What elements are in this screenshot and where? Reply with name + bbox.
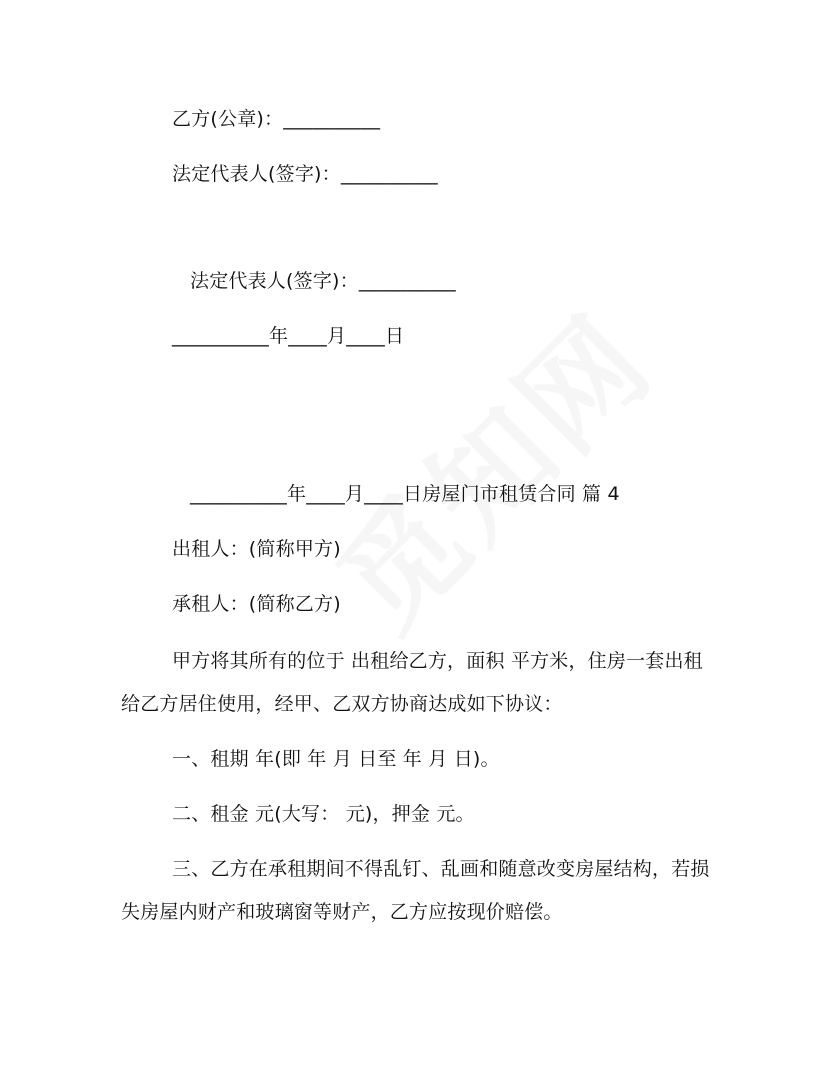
date-line: __________年____月____日 (172, 325, 405, 347)
legal-representative-line: 法定代表人(签字)：__________ (172, 163, 438, 185)
clause-3-line-1: 三、乙方在承租期间不得乱钉、乱画和随意改变房屋结构，若损 (172, 858, 710, 880)
party-b-seal-line: 乙方(公章)：__________ (172, 108, 381, 130)
intro-paragraph-line-2: 给乙方居住使用，经甲、乙双方协商达成如下协议： (121, 693, 563, 715)
clause-3-line-2: 失房屋内财产和玻璃窗等财产，乙方应按现价赔偿。 (121, 901, 563, 923)
contract-title: __________年____月____日房屋门市租赁合同 篇 4 (190, 483, 620, 505)
legal-representative-line-2: 法定代表人(签字)：__________ (190, 270, 456, 292)
clause-1: 一、租期 年(即 年 月 日至 年 月 日)。 (172, 748, 500, 770)
lessee-line: 承租人：(简称乙方) (172, 593, 341, 615)
intro-paragraph-line-1: 甲方将其所有的位于 出租给乙方，面积 平方米，住房一套出租 (172, 650, 703, 672)
clause-2: 二、租金 元(大写： 元)，押金 元。 (172, 803, 475, 825)
lessor-line: 出租人：(简称甲方) (172, 538, 341, 560)
